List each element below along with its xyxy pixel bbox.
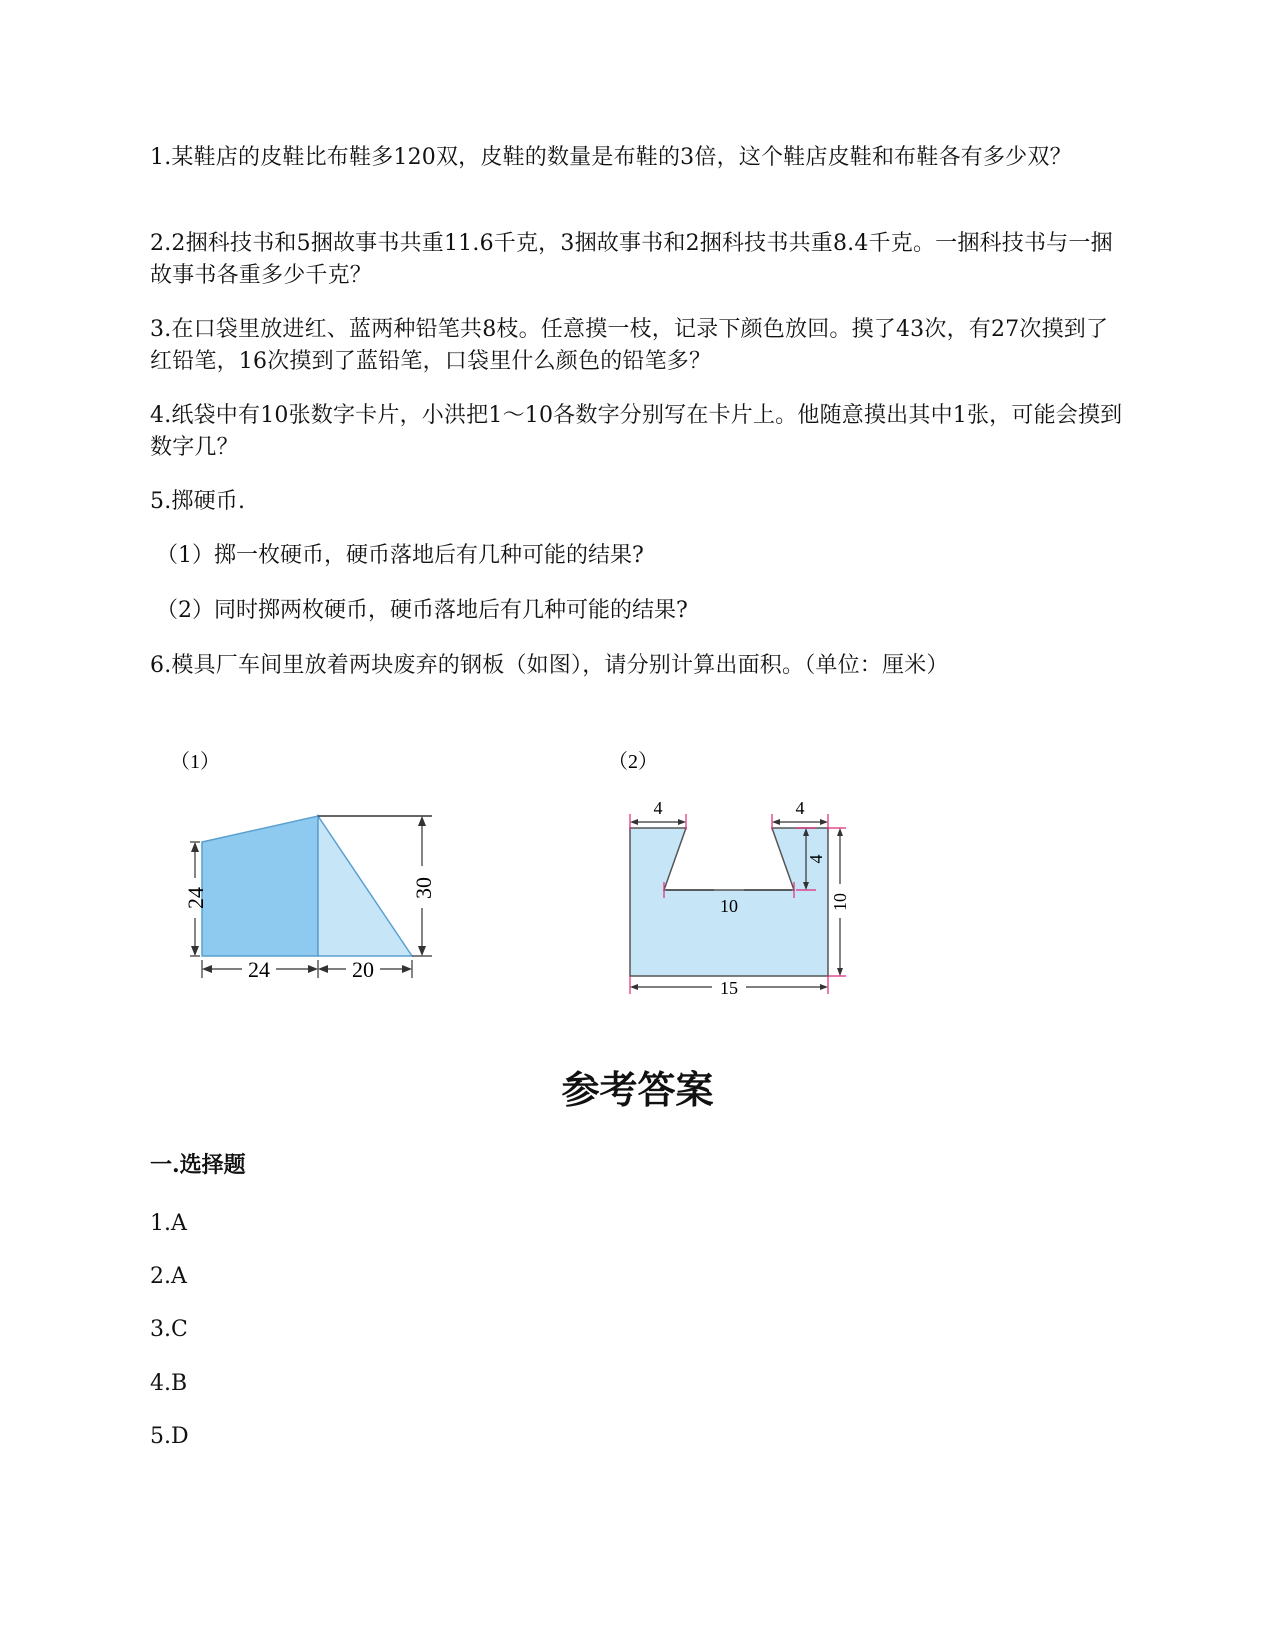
question-5-sub-1: （1）掷一枚硬币，硬币落地后有几种可能的结果?: [156, 543, 644, 568]
question-6: 6.模具厂车间里放着两块废弃的钢板（如图），请分别计算出面积。（单位：厘米）: [150, 653, 949, 678]
dim-left-height: 24: [183, 887, 208, 909]
dim-right-height: 30: [411, 877, 436, 899]
dim-notch-bottom: 10: [720, 896, 738, 916]
dim-bottom-right: 20: [352, 957, 374, 982]
answer-item-1: 1.A: [150, 1211, 187, 1236]
figure-1-svg: [150, 738, 450, 1008]
dim-top-left: 4: [653, 798, 663, 818]
question-1: 1.某鞋店的皮鞋比布鞋多120双，皮鞋的数量是布鞋的3倍，这个鞋店皮鞋和布鞋各有多少双？: [150, 145, 1072, 170]
question-4: 4.纸袋中有10张数字卡片，小洪把1～10各数字分别写在卡片上。他随意摸出其中1张，可能会摸到数字几？: [150, 403, 1123, 460]
question-2: 2.2捆科技书和5捆故事书共重11.6千克，3捆故事书和2捆科技书共重8.4千克。一捆科技书与一捆故事书各重多少千克？: [150, 231, 1113, 288]
figure-2-svg: [600, 738, 880, 1008]
question-3: 3.在口袋里放进红、蓝两种铅笔共8枝。任意摸一枝，记录下颜色放回。摸了43次，有27次摸到了红铅笔，16次摸到了蓝铅笔，口袋里什么颜色的铅笔多？: [150, 317, 1109, 374]
question-5: 5.掷硬币.: [150, 489, 246, 514]
dim-bottom-left: 24: [248, 957, 270, 982]
answer-item-5: 5.D: [150, 1424, 189, 1449]
section-choice-title: 一.选择题: [150, 1152, 246, 1178]
answers-title: 参考答案: [561, 1067, 714, 1112]
dim-bottom: 15: [720, 978, 738, 998]
answer-item-4: 4.B: [150, 1371, 188, 1396]
figure-2-label: （2）: [608, 751, 658, 773]
figure-1-label: （1）: [170, 751, 220, 773]
question-5-sub-2: （2）同时掷两枚硬币，硬币落地后有几种可能的结果?: [156, 598, 688, 623]
figure-2: [600, 738, 880, 1008]
trapezoid-shape: [202, 816, 318, 956]
triangle-shape: [318, 816, 412, 956]
answer-item-2: 2.A: [150, 1264, 187, 1289]
figure-1: [150, 738, 450, 1008]
dim-right-height-2: 10: [830, 893, 850, 911]
answer-item-3: 3.C: [150, 1317, 188, 1342]
dim-top-right: 4: [795, 798, 805, 818]
dim-notch-depth: 4: [806, 854, 826, 864]
